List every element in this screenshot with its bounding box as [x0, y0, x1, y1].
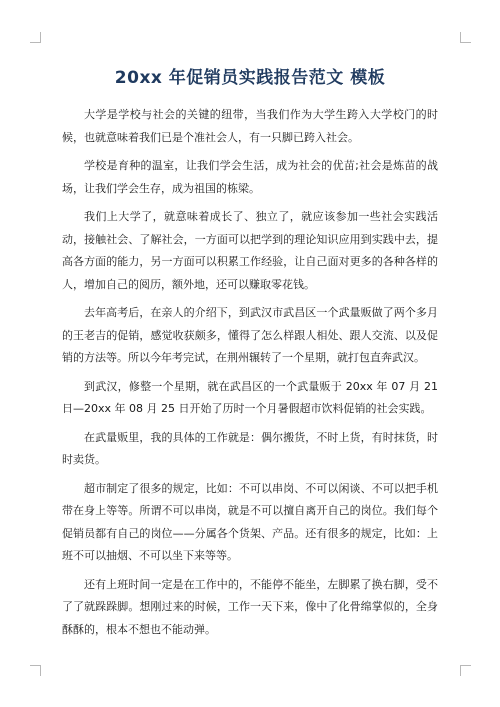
- page-corner-mark-bottom-left: [30, 665, 41, 676]
- paragraph-5: 到武汉，修整一个星期，就在武昌区的一个武量贩于 20xx 年 07 月 21 日—20xx 年 08 月 25 日开始了历时一个月暑假超市饮料促销的社会实践。: [62, 379, 438, 415]
- document-title: 20xx 年促销员实践报告范文 模板: [114, 68, 386, 88]
- paragraph-4: 去年高考后，在亲人的介绍下，到武汉市武昌区一个武量贩做了两个多月的王老吉的促销，感觉收获颇多，懂得了怎么样跟人相处、跟人交流、以及促销的方法等。所以今年考完试，在荆州辗转了一个星期，就打包直奔武汉。: [62, 306, 438, 364]
- paragraph-8: 还有上班时间一定是在工作中的，不能停不能坐，左脚累了换右脚，受不了了就跺跺脚。想刚过来的时候，工作一天下来，像中了化骨绵掌似的，全身酥酥的，根本不想也不能动弹。: [62, 577, 438, 636]
- paragraph-3: 我们上大学了，就意味着成长了、独立了，就应该参加一些社会实践活动，接触社会、了解社会，一方面可以把学到的理论知识应用到实践中去，提高各方面的能力，另一方面可以积累工作经验，让自己面对更多的各种各样的人，增加自己的阅历，额外地，还可以赚取零花钱。: [62, 210, 438, 291]
- paragraph-7: 超市制定了很多的规定，比如：不可以串岗、不可以闲谈、不可以把手机带在身上等等。所谓不可以串岗，就是不可以擅自离开自己的岗位。我们每个促销员都有自己的岗位——分属各个货架、产品。还有很多的规定，比如：上班不可以抽烟、不可以坐下来等等。: [62, 481, 438, 562]
- page-corner-mark-bottom-right: [460, 665, 471, 676]
- paragraph-2: 学校是育种的温室，让我们学会生活，成为社会的优苗;社会是炼苗的战场，让我们学会生存，成为祖国的栋梁。: [62, 159, 438, 195]
- page-corner-mark-top-left: [30, 32, 41, 43]
- paragraph-6: 在武量贩里，我的具体的工作就是：偶尔搬货，不时上货，有时抹货，时时卖货。: [62, 430, 438, 466]
- document-body: [62, 104, 438, 647]
- page-corner-mark-top-right: [460, 32, 471, 43]
- paragraph-1: 大学是学校与社会的关键的纽带，当我们作为大学生跨入大学校门的时候，也就意味着我们已是个准社会人，有一只脚已跨入社会。: [62, 108, 438, 144]
